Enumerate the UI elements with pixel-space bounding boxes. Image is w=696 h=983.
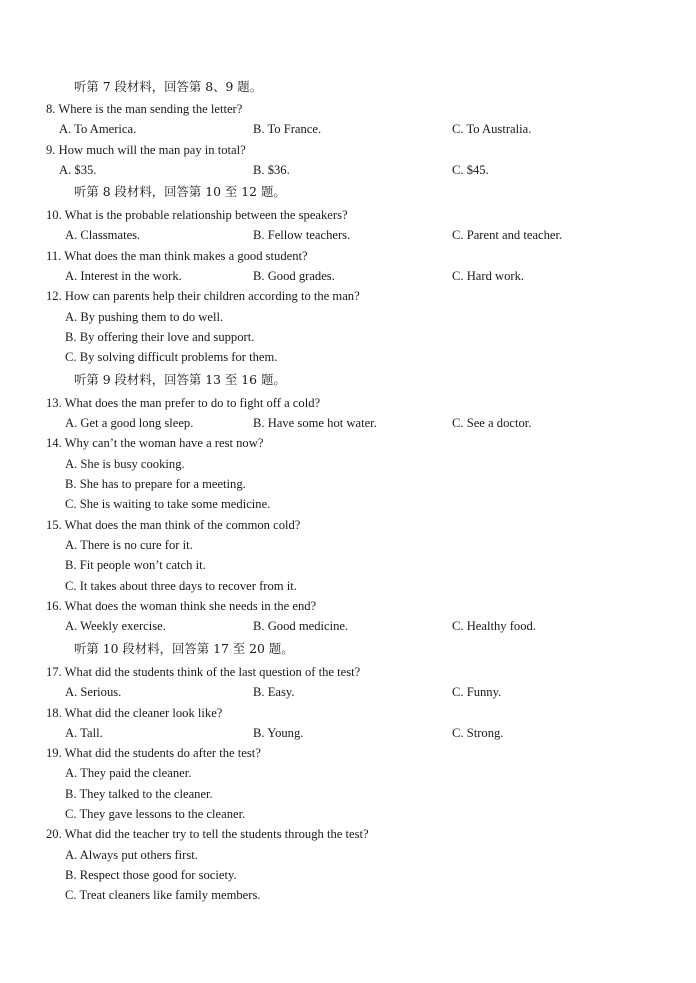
section-heading: 听第 10 段材料，回答第 17 至 20 题。: [74, 641, 294, 656]
option-c: C. Parent and teacher.: [452, 228, 563, 242]
option-a: A. Serious.: [65, 685, 122, 699]
option-c: C. Treat cleaners like family members.: [65, 888, 261, 902]
option-b: B. $36.: [253, 163, 290, 177]
option-c: C. $45.: [452, 163, 489, 177]
question-text: What does the man think of the common cold?: [64, 518, 301, 532]
question-text: What did the students do after the test?: [64, 746, 261, 760]
option-b: B. By offering their love and support.: [65, 330, 255, 344]
option-c: C. Strong.: [452, 726, 504, 740]
question-9: [46, 142, 246, 158]
question-text: How can parents help their children according to the man?: [64, 289, 360, 303]
option-a: A. Get a good long sleep.: [65, 416, 194, 430]
option-a: A. She is busy cooking.: [65, 457, 185, 471]
section-heading: 听第 7 段材料，回答第 8、9 题。: [74, 79, 263, 94]
question-text: What did the cleaner look like?: [64, 706, 223, 720]
option-a: A. Weekly exercise.: [65, 619, 166, 633]
question-number: 8.: [46, 102, 56, 116]
option-a: A. To America.: [59, 122, 137, 136]
option-c: C. Healthy food.: [452, 619, 536, 633]
option-b: B. Have some hot water.: [253, 416, 377, 430]
question-19: [46, 745, 261, 761]
option-b: B. Easy.: [253, 685, 295, 699]
question-13: [46, 395, 320, 411]
section-heading: 听第 9 段材料，回答第 13 至 16 题。: [74, 372, 286, 387]
question-number: 10.: [46, 208, 62, 222]
question-text: Why can’t the woman have a rest now?: [64, 436, 264, 450]
option-b: B. Fellow teachers.: [253, 228, 351, 242]
question-number: 11.: [46, 249, 62, 263]
option-c: C. See a doctor.: [452, 416, 532, 430]
question-number: 15.: [46, 518, 62, 532]
question-number: 17.: [46, 665, 62, 679]
question-number: 9.: [46, 143, 56, 157]
option-b: B. She has to prepare for a meeting.: [65, 477, 246, 491]
question-text: What did the teacher try to tell the students through the test?: [64, 827, 369, 841]
question-14: [46, 435, 263, 451]
question-text: What does the man prefer to do to fight off a cold?: [64, 396, 321, 410]
question-8: [46, 101, 242, 117]
option-a: A. Always put others first.: [65, 848, 198, 862]
question-number: 20.: [46, 827, 62, 841]
option-c: C. By solving difficult problems for them.: [65, 350, 278, 364]
question-12: [46, 288, 360, 304]
question-text: What is the probable relationship between the speakers?: [64, 208, 348, 222]
question-17: [46, 664, 360, 680]
option-a: A. Interest in the work.: [65, 269, 182, 283]
question-number: 19.: [46, 746, 62, 760]
question-18: [46, 705, 222, 721]
option-a: A. $35.: [59, 163, 97, 177]
question-number: 16.: [46, 599, 62, 613]
option-a: A. Tall.: [65, 726, 103, 740]
option-c: C. It takes about three days to recover from it.: [65, 579, 297, 593]
option-b: B. Good medicine.: [253, 619, 349, 633]
option-a: A. By pushing them to do well.: [65, 310, 224, 324]
option-c: C. Funny.: [452, 685, 502, 699]
option-b: B. Young.: [253, 726, 304, 740]
question-20: [46, 826, 369, 842]
question-text: What does the woman think she needs in the end?: [64, 599, 317, 613]
question-number: 18.: [46, 706, 62, 720]
question-text: What does the man think makes a good student?: [64, 249, 308, 263]
question-text: What did the students think of the last question of the test?: [64, 665, 361, 679]
option-b: B. To France.: [253, 122, 322, 136]
option-b: B. Good grades.: [253, 269, 335, 283]
question-15: [46, 517, 300, 533]
option-a: A. There is no cure for it.: [65, 538, 193, 552]
option-c: C. To Australia.: [452, 122, 532, 136]
option-c: C. Hard work.: [452, 269, 525, 283]
option-c: C. She is waiting to take some medicine.: [65, 497, 271, 511]
option-b: B. Fit people won’t catch it.: [65, 558, 206, 572]
question-number: 14.: [46, 436, 62, 450]
option-a: A. Classmates.: [65, 228, 141, 242]
option-b: B. Respect those good for society.: [65, 868, 237, 882]
option-c: C. They gave lessons to the cleaner.: [65, 807, 246, 821]
question-16: [46, 598, 316, 614]
question-number: 12.: [46, 289, 62, 303]
question-number: 13.: [46, 396, 62, 410]
question-text: Where is the man sending the letter?: [58, 102, 243, 116]
option-b: B. They talked to the cleaner.: [65, 787, 213, 801]
question-10: [46, 207, 348, 223]
question-text: How much will the man pay in total?: [58, 143, 246, 157]
option-a: A. They paid the cleaner.: [65, 766, 192, 780]
question-11: [46, 248, 308, 264]
section-heading: 听第 8 段材料，回答第 10 至 12 题。: [74, 184, 286, 199]
